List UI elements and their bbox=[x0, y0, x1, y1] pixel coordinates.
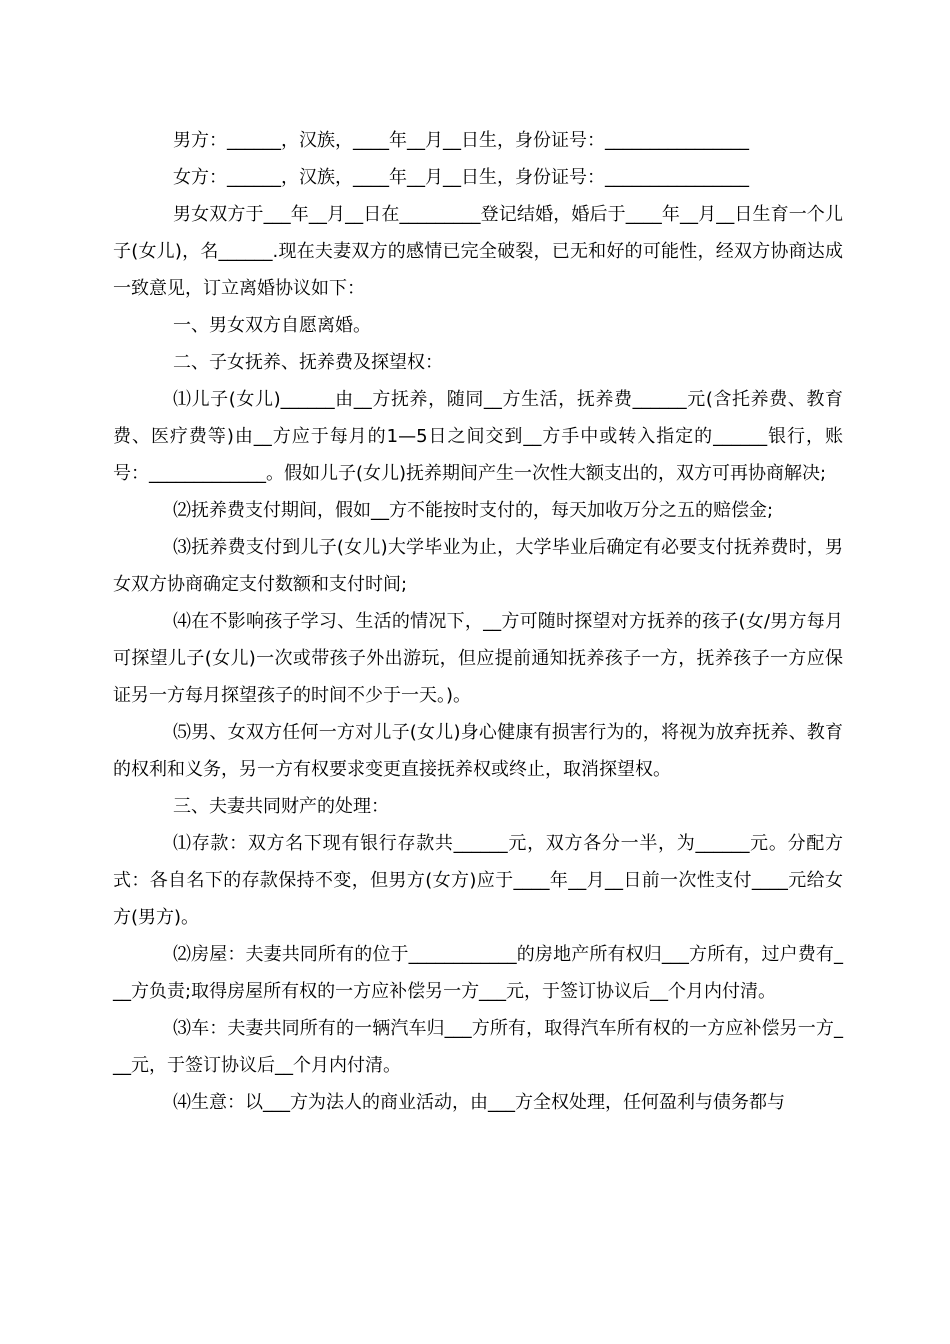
paragraph-husband-info: 男方：______，汉族，____年__月__日生，身份证号：________________ bbox=[173, 130, 749, 151]
paragraph-marriage-background: 男女双方于___年__月__日在_________登记结婚，婚后于____年__月__日生育一个儿子(女儿)，名______.现在夫妻双方的感情已完全破裂，已无和好的可能性，经双方协商达成一致意见，订立离婚协议如下： bbox=[113, 204, 843, 299]
clause-property-car: ⑶车：夫妻共同所有的一辆汽车归___方所有，取得汽车所有权的一方应补偿另一方___元，于签订协议后__个月内付清。 bbox=[113, 1018, 843, 1076]
agreement-body bbox=[113, 122, 843, 1121]
section-heading-child-custody: 二、子女抚养、抚养费及探望权： bbox=[173, 352, 443, 373]
section-heading-property: 三、夫妻共同财产的处理： bbox=[173, 796, 389, 817]
clause-custody-1: ⑴儿子(女儿)______由__方抚养，随同__方生活，抚养费______元(含托养费、教育费、医疗费等)由__方应于每月的1—5日之间交到__方手中或转入指定的______银行，账号：_____________。假如儿子(女儿)抚养期间产生一次性大额支出的，双方可再协商解决; bbox=[113, 389, 843, 484]
section-heading-divorce: 一、男女双方自愿离婚。 bbox=[173, 315, 371, 336]
clause-custody-2: ⑵抚养费支付期间，假如__方不能按时支付的，每天加收万分之五的赔偿金; bbox=[173, 500, 774, 521]
clause-custody-5: ⑸男、女双方任何一方对儿子(女儿)身心健康有损害行为的，将视为放弃抚养、教育的权利和义务，另一方有权要求变更直接抚养权或终止，取消探望权。 bbox=[113, 722, 843, 780]
clause-property-business: ⑷生意：以___方为法人的商业活动，由___方全权处理，任何盈利与债务都与 bbox=[173, 1092, 785, 1113]
paragraph-wife-info: 女方：______，汉族，____年__月__日生，身份证号：________________ bbox=[173, 167, 749, 188]
clause-property-deposits: ⑴存款：双方名下现有银行存款共______元，双方各分一半，为______元。分配方式：各自名下的存款保持不变，但男方(女方)应于____年__月__日前一次性支付____元给女方(男方)。 bbox=[113, 833, 843, 928]
clause-custody-4: ⑷在不影响孩子学习、生活的情况下，__方可随时探望对方抚养的孩子(女/男方每月可探望儿子(女儿)一次或带孩子外出游玩，但应提前通知抚养孩子一方，抚养孩子一方应保证另一方每月探望孩子的时间不少于一天。)。 bbox=[113, 611, 843, 706]
clause-property-house: ⑵房屋：夫妻共同所有的位于____________的房地产所有权归___方所有，过户费有___方负责;取得房屋所有权的一方应补偿另一方___元，于签订协议后__个月内付清。 bbox=[113, 944, 843, 1002]
clause-custody-3: ⑶抚养费支付到儿子(女儿)大学毕业为止，大学毕业后确定有必要支付抚养费时，男女双方协商确定支付数额和支付时间; bbox=[113, 537, 843, 595]
